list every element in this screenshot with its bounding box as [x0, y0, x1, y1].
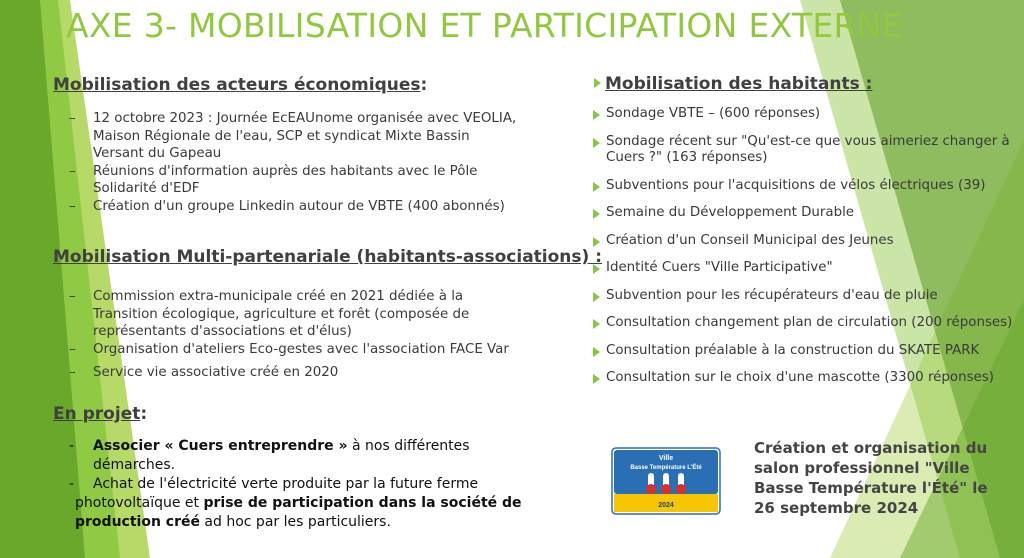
list-item: Semaine du Développement Durable — [593, 205, 1013, 222]
arrow-bullet-icon — [593, 182, 600, 192]
list-item: - Associer « Cuers entreprendre » à nos différentes démarches. — [69, 438, 470, 473]
projet-list — [53, 437, 523, 532]
list-item: Sondage VBTE – (600 réponses) — [593, 106, 1013, 123]
thermometer-icons — [646, 473, 686, 494]
economic-actors-list — [53, 110, 523, 215]
list-item: Subventions pour l'acquisitions de vélos électriques (39) — [593, 178, 1013, 195]
ville-basse-temperature-badge-logo — [611, 447, 721, 515]
list-item: Consultation sur le choix d'une mascotte (3300 réponses) — [593, 370, 1013, 387]
list-item: Consultation changement plan de circulation (200 réponses) — [593, 315, 1013, 332]
list-item: – Création d'un groupe Linkedin autour de VBTE (400 abonnés) — [69, 198, 505, 214]
badge-year: 2024 — [658, 502, 674, 509]
list-item: – Service vie associative créé en 2020 — [69, 365, 339, 380]
residents-list — [593, 106, 1013, 387]
list-item: Sondage récent sur "Qu'est-ce que vous aimeriez changer à Cuers ?" (163 réponses) — [593, 134, 1013, 167]
multi-partner-list — [53, 288, 523, 382]
arrow-bullet-icon — [593, 374, 600, 384]
list-item: Subvention pour les récupérateurs d'eau de pluie — [593, 288, 1013, 305]
heading-residents: Mobilisation des habitants : — [594, 74, 872, 94]
arrow-bullet-icon — [593, 264, 600, 274]
arrow-bullet-icon — [593, 138, 600, 148]
arrow-bullet-icon — [593, 347, 600, 357]
list-item: Consultation préalable à la construction du SKATE PARK — [593, 343, 1013, 360]
list-item: Identité Cuers "Ville Participative" — [593, 260, 1013, 277]
list-item: – 12 octobre 2023 : Journée EcEAUnome organisée avec VEOLIA, Maison Régionale de l'eau, SCP et syndicat Mixte Bassin Versant du Gapeau — [69, 111, 517, 161]
badge-text-ville: Ville — [658, 455, 674, 462]
salon-description: Création et organisation du salon professionnel "Ville Basse Température l'Été" le 26 septembre 2024 — [754, 439, 988, 517]
arrow-bullet-icon — [593, 292, 600, 302]
arrow-bullet-icon — [593, 110, 600, 120]
heading-multi-partner: Mobilisation Multi-partenariale (habitants-associations) : — [53, 247, 603, 267]
heading-economic-actors: Mobilisation des acteurs économiques: — [53, 75, 428, 95]
heading-en-projet: En projet: — [53, 404, 148, 424]
list-item: - Achat de l'électricité verte produite par la future ferme photovoltaïque et prise de participation dans la société de production créé ad hoc par les particuliers. — [69, 476, 522, 530]
arrow-bullet-icon — [593, 209, 600, 219]
arrow-bullet-icon — [594, 78, 601, 88]
list-item: Création d'un Conseil Municipal des Jeunes — [593, 233, 1013, 250]
list-item: – Organisation d'ateliers Eco-gestes avec l'association FACE Var — [69, 341, 509, 357]
slide-title: AXE 3- MOBILISATION ET PARTICIPATION EXTERNE — [66, 6, 903, 45]
list-item: – Commission extra-municipale créé en 2021 dédiée à la Transition écologique, agriculture et forêt (composée de représentants d'associations et d'élus) — [69, 289, 470, 339]
badge-text-title: Basse Température L'Été — [630, 465, 702, 471]
list-item: – Réunions d'information auprès des habitants avec le Pôle Solidarité d'EDF — [69, 163, 478, 196]
arrow-bullet-icon — [593, 237, 600, 247]
arrow-bullet-icon — [593, 319, 600, 329]
